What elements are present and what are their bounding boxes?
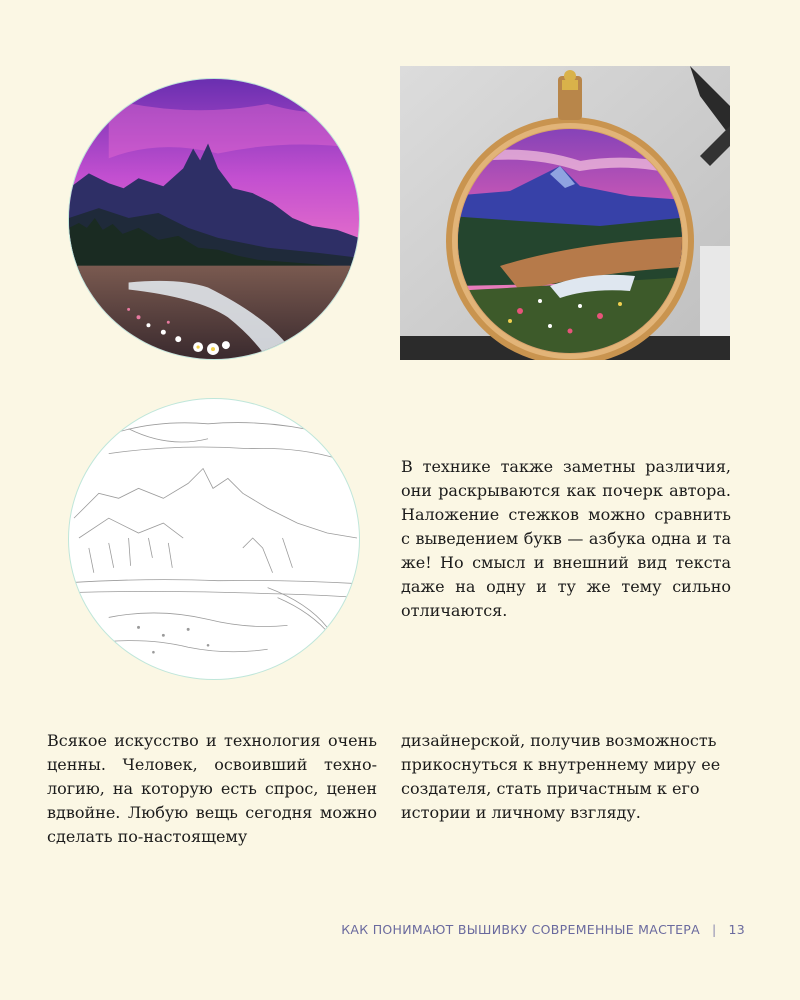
landscape-photo-circle (68, 78, 360, 360)
paragraph-designer-continuation: дизайнерской, получив возможность прикоснуться к внутреннему миру ее создателя, стать причастным к его истории и личному взгляду. (401, 731, 721, 822)
paragraph-art-value: Всякое искусство и технология очень ценны. Человек, освоивший технологию, на которую есть спрос, ценен вдвойне. Любую вещь сегодня можно сделать по-настоящему (47, 731, 377, 846)
chapter-title: КАК ПОНИМАЮТ ВЫШИВКУ СОВРЕМЕННЫЕ МАСТЕРА (341, 922, 700, 937)
paragraph-technique-differences: В технике также заметны различия, они раскрываются как почерк автора. Наложение стежков можно сравнить с выведением букв — азбука одна и та же! Но смысл и внешний вид текста даже на одну и ту же тему сильно отличаются. (401, 457, 731, 620)
pencil-sketch-circle (68, 398, 360, 680)
page-number: 13 (728, 922, 745, 937)
embroidery-hoop-photo (400, 66, 730, 360)
footer-separator: | (711, 922, 717, 937)
page-footer (341, 922, 745, 937)
